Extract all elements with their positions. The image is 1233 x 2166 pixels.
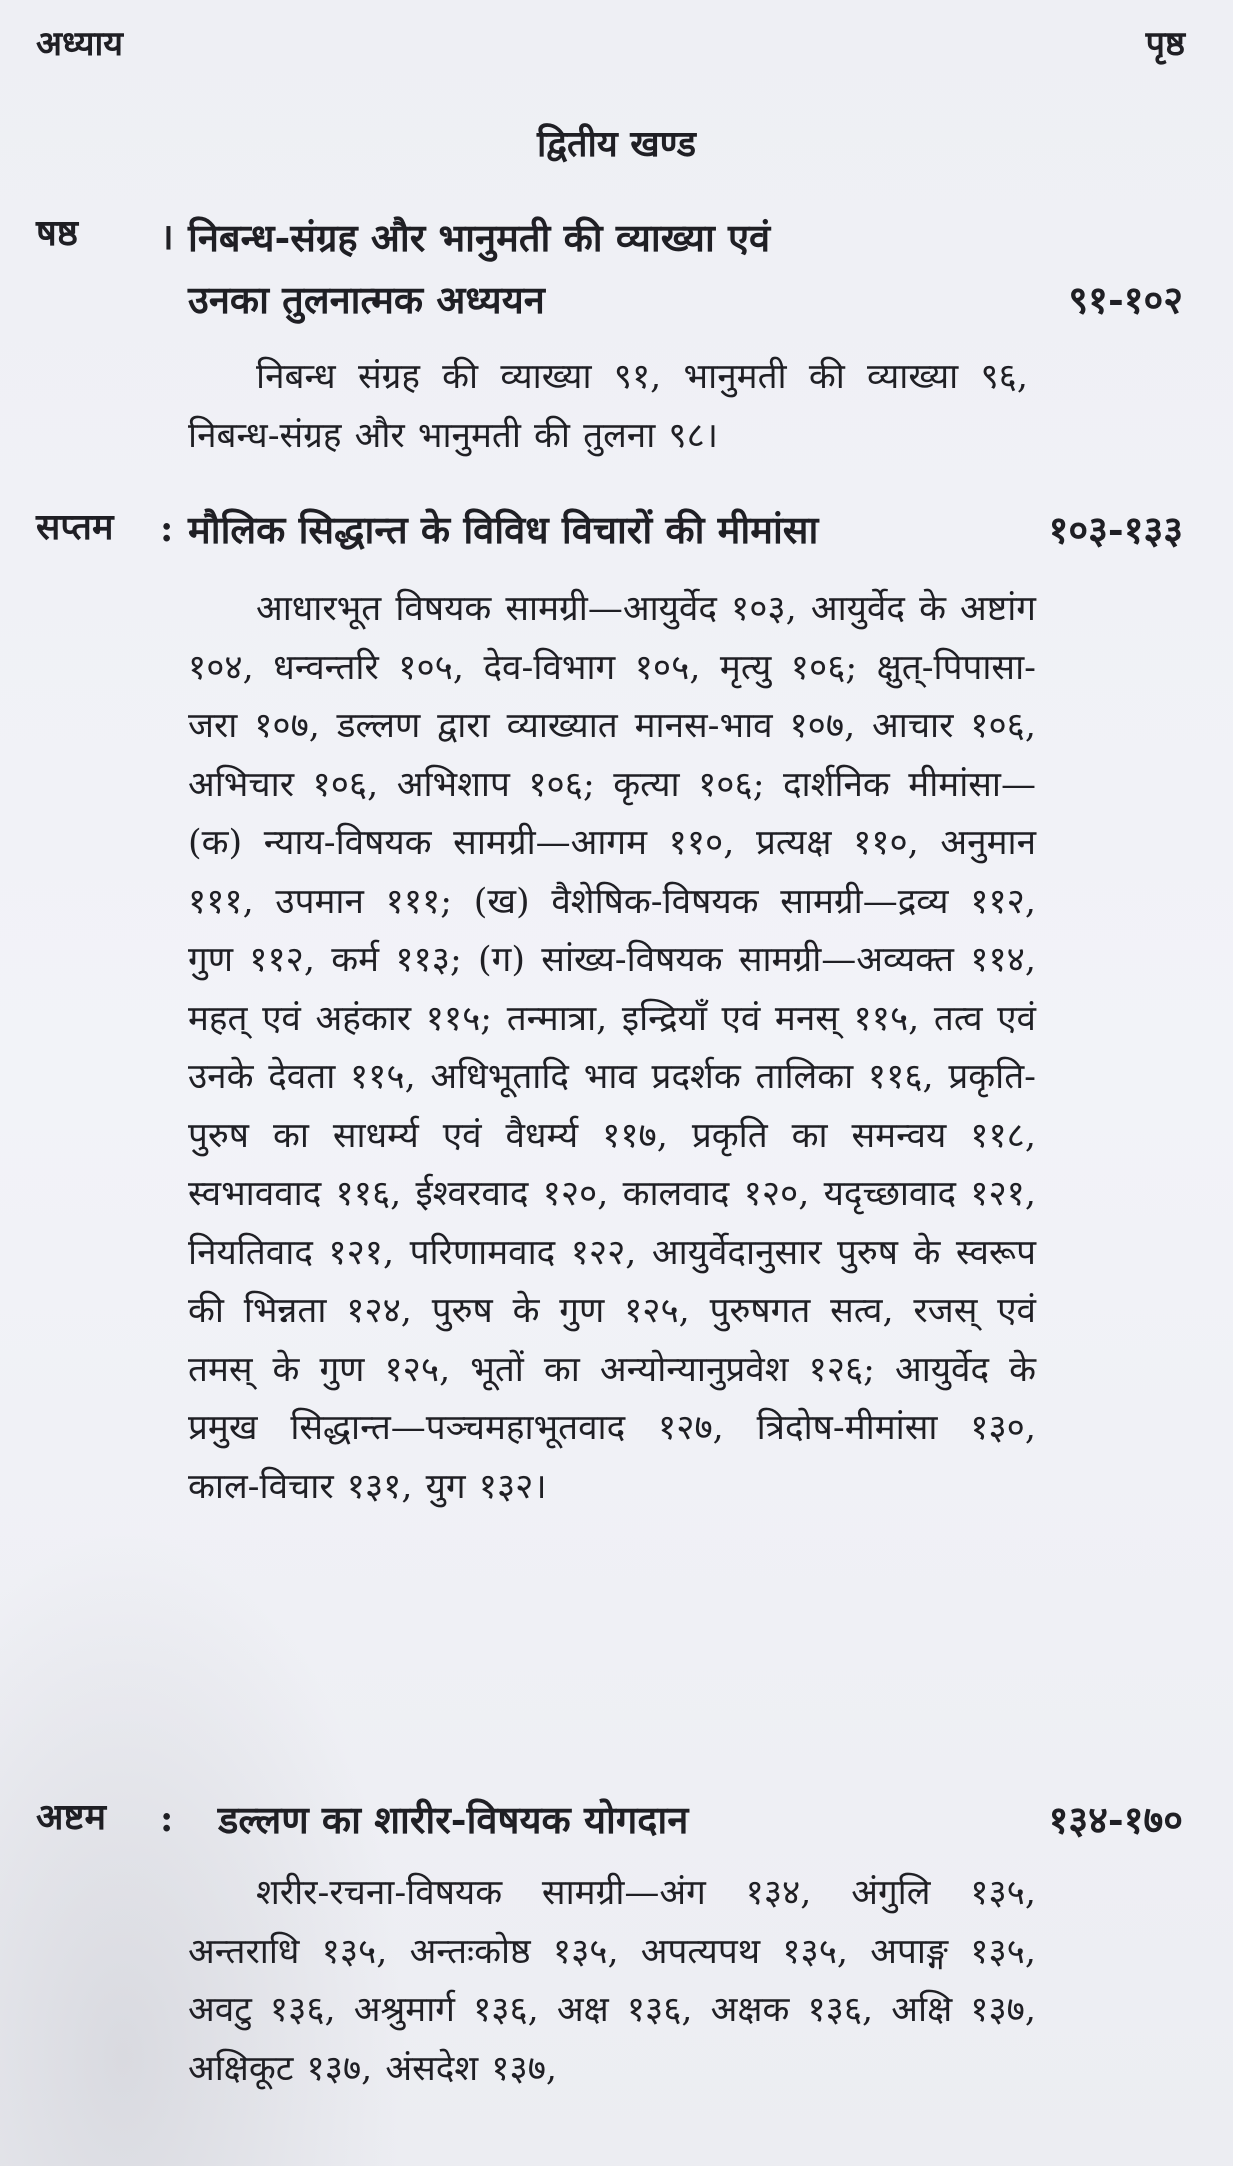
chapter-page-range: ९१-१०२ — [1068, 277, 1183, 322]
chapter-label: सप्तम — [36, 506, 114, 548]
chapter-description-text: शरीर-रचना-विषयक सामग्री—अंग १३४, अंगुलि १३५, अन्तराधि १३५, अन्तःकोष्ठ १३५, अपत्यपथ १३५, अपाङ्ग १३५, अवटु १३६, अश्रुमार्ग १३६, अक्ष १३६, अक्षक १३६, अक्षि १३७, अक्षिकूट १३७, अंसदेश १३७, — [188, 1873, 1036, 2089]
column-header-chapter: अध्याय — [36, 24, 124, 64]
chapter-page-range: १३४-१७० — [1048, 1797, 1183, 1842]
chapter-description — [188, 348, 1028, 465]
chapter-separator: : — [160, 1798, 174, 1840]
chapter-description — [188, 1864, 1036, 2098]
chapter-description-text: आधारभूत विषयक सामग्री—आयुर्वेद १०३, आयुर्वेद के अष्टांग १०४, धन्वन्तरि १०५, देव-विभाग १०५, मृत्यु १०६; क्षुत्-पिपासा-जरा १०७, डल्लण द्वारा व्याख्यात मानस-भाव १०७, आचार १०६, अभिचार १०६, अभिशाप १०६; कृत्या १०६; दार्शनिक मीमांसा—(क) न्याय-विषयक सामग्री—आगम ११०, प्रत्यक्ष ११०, अनुमान १११, उपमान १११; (ख) वैशेषिक-विषयक सामग्री—द्रव्य ११२, गुण ११२, कर्म ११३; (ग) सांख्य-विषयक सामग्री—अव्यक्त ११४, महत् एवं अहंकार ११५; तन्मात्रा, इन्द्रियाँ एवं मनस् ११५, तत्व एवं उनके देवता ११५, अधिभूतादि भाव प्रदर्शक तालिका ११६, प्रकृति-पुरुष का साधर्म्य एवं वैधर्म्य ११७, प्रकृति का समन्वय ११८, स्वभाववाद ११६, ईश्वरवाद १२०, कालवाद १२०, यदृच्छावाद १२१, नियतिवाद १२१, परिणामवाद १२२, आयुर्वेदानुसार पुरुष के स्वरूप की भिन्नता १२४, पुरुष के गुण १२५, पुरुषगत सत्व, रजस् एवं तमस् के गुण १२५, भूतों का अन्योन्यानुप्रवेश १२६; आयुर्वेद के प्रमुख सिद्धान्त—पञ्चमहाभूतवाद १२७, त्रिदोष-मीमांसा १३०, काल-विचार १३१, युग १३२। — [188, 589, 1036, 1507]
chapter-page-range: १०३-१३३ — [1048, 507, 1183, 552]
section-title: द्वितीय खण्ड — [536, 123, 697, 165]
chapter-description-text: निबन्ध संग्रह की व्याख्या ९१, भानुमती की व्याख्या ९६, निबन्ध-संग्रह और भानुमती की तुलना ९८। — [188, 357, 1028, 456]
chapter-label: षष्ठ — [36, 212, 79, 254]
chapter-label: अष्टम — [36, 1796, 107, 1838]
chapter-title-line1: मौलिक सिद्धान्त के विविध विचारों की मीमांसा — [188, 507, 819, 552]
chapter-title-line1: निबन्ध-संग्रह और भानुमती की व्याख्या एवं — [188, 215, 771, 260]
chapter-description — [188, 580, 1036, 1516]
column-header-page: पृष्ठ — [1145, 24, 1185, 64]
chapter-separator: । — [160, 216, 174, 258]
chapter-title-line1: डल्लण का शारीर-विषयक योगदान — [218, 1797, 689, 1842]
chapter-title-line2: उनका तुलनात्मक अध्ययन — [188, 277, 545, 322]
chapter-separator: : — [160, 508, 174, 550]
